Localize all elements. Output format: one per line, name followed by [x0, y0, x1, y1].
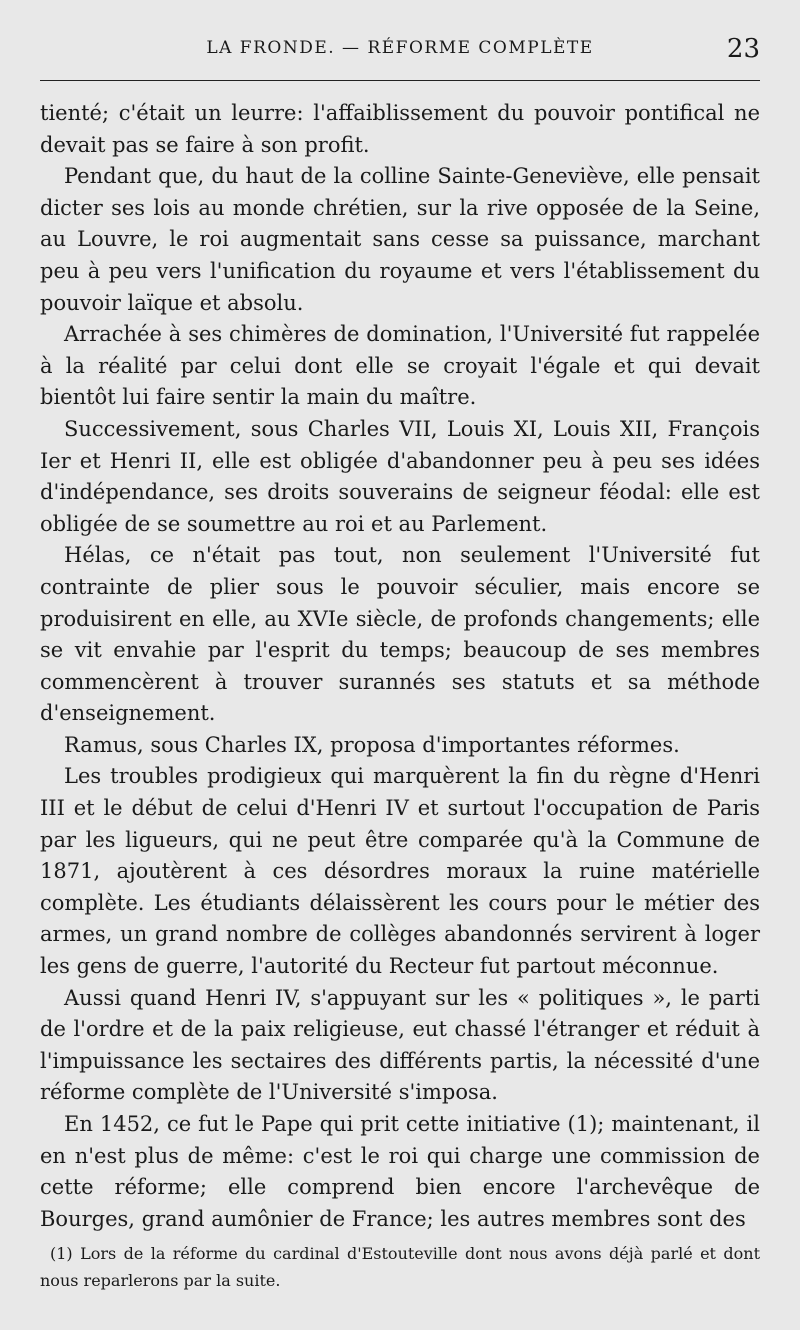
footnote-text: (1) Lors de la réforme du cardinal d'Estouteville dont nous avons déjà parlé et dont nous reparlerons par la suite.: [40, 1244, 760, 1290]
paragraph: Arrachée à ses chimères de domination, l'Université fut rappelée à la réalité par celui dont elle se croyait l'égale et qui devait bientôt lui faire sentir la main du maître.: [40, 322, 760, 410]
paragraph: Ramus, sous Charles IX, proposa d'importantes réformes.: [64, 732, 680, 757]
paragraph: Les troubles prodigieux qui marquèrent la fin du règne d'Henri III et le début de celui d'Henri IV et surtout l'occupation de Paris par les ligueurs, qui ne peut être comparée qu'à la Commune de 1871, ajoutèrent à ces désordres moraux la ruine matérielle complète. Les étudiants délaissèrent les cours pour le métier des armes, un grand nombre de collèges abandonnés servirent à loger les gens de guerre, l'autorité du Recteur fut partout méconnue.: [40, 764, 760, 979]
paragraph: En 1452, ce fut le Pape qui prit cette initiative (1); maintenant, il en n'est plus de même: c'est le roi qui charge une commission de cette réforme; elle comprend bien encore l'archevêque de Bourges, grand aumônier de France; les autres membres sont des: [40, 1112, 760, 1231]
running-header: [40, 34, 760, 66]
footnote: [40, 1240, 760, 1294]
body-text: [40, 98, 760, 1235]
header-rule: [40, 80, 760, 81]
running-title: LA FRONDE. — RÉFORME COMPLÈTE: [206, 38, 594, 58]
page-number: 23: [726, 34, 760, 64]
paragraph: Hélas, ce n'était pas tout, non seulement l'Université fut contrainte de plier sous le pouvoir séculier, mais encore se produisirent en elle, au XVIe siècle, de profonds changements; elle se vit envahie par l'esprit du temps; beaucoup de ses membres commencèrent à trouver surannés ses statuts et sa méthode d'enseignement.: [40, 543, 760, 726]
paragraph: Successivement, sous Charles VII, Louis XI, Louis XII, François Ier et Henri II, elle est obligée d'abandonner peu à peu ses idées d'indépendance, ses droits souverains de seigneur féodal: elle est obligée de se soumettre au roi et au Parlement.: [40, 416, 760, 536]
paragraph: Aussi quand Henri IV, s'appuyant sur les « politiques », le parti de l'ordre et de la paix religieuse, eut chassé l'étranger et réduit à l'impuissance les sectaires des différents partis, la nécessité d'une réforme complète de l'Université s'imposa.: [40, 985, 760, 1105]
paragraph-continued: tienté; c'était un leurre: l'affaiblissement du pouvoir pontifical ne devait pas se faire à son profit.: [40, 101, 760, 157]
paragraph: Pendant que, du haut de la colline Sainte-Geneviève, elle pensait dicter ses lois au monde chrétien, sur la rive opposée de la Seine, au Louvre, le roi augmentait sans cesse sa puissance, marchant peu à peu vers l'unification du royaume et vers l'établissement du pouvoir laïque et absolu.: [40, 164, 760, 315]
